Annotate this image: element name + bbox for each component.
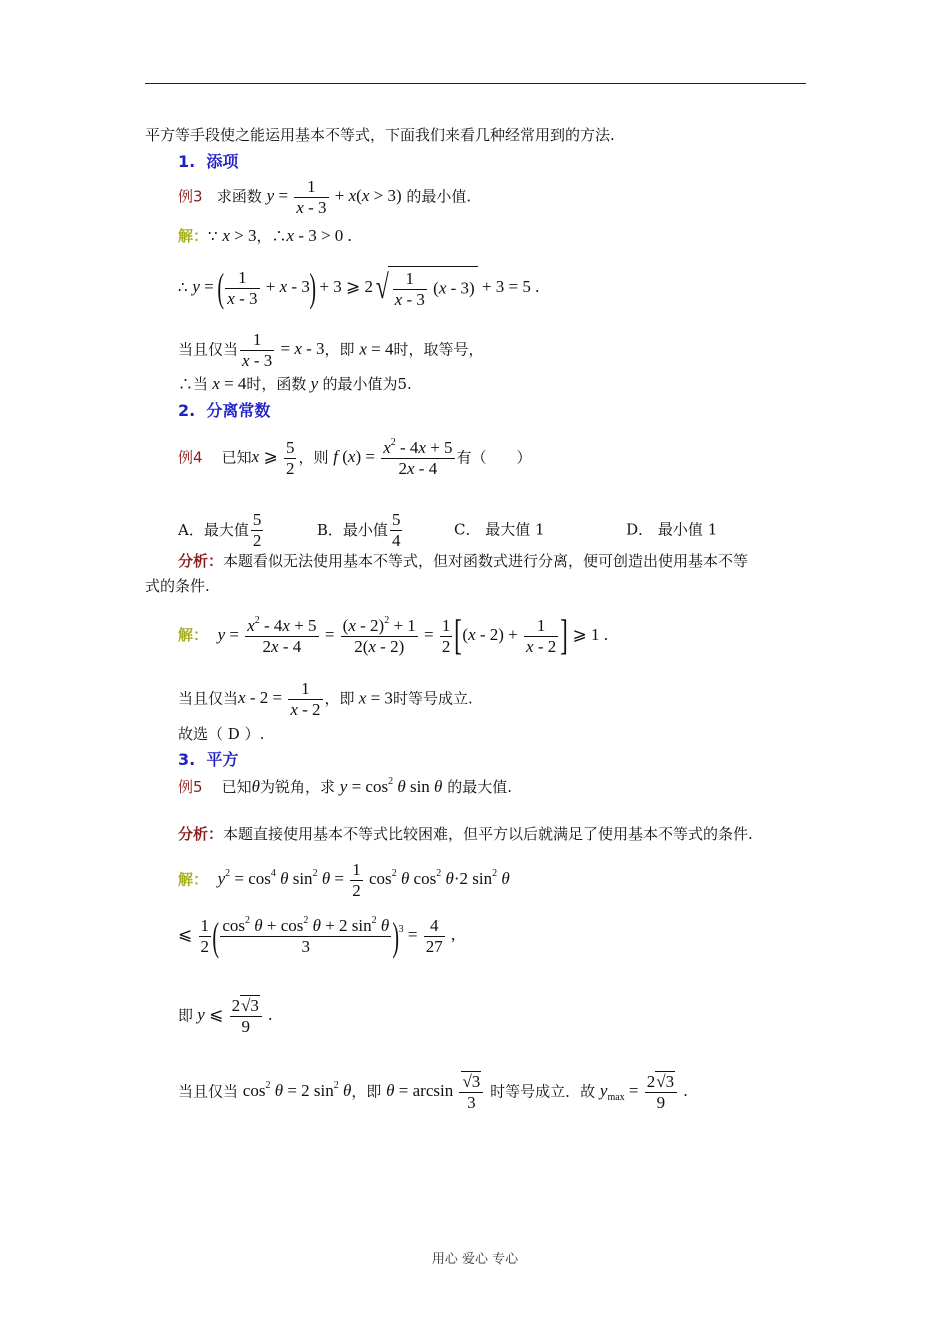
solution-5-line-3	[178, 996, 272, 1037]
section-3-title: 平方	[206, 750, 239, 769]
formula: $\cos^2 \theta = 2$ $\sin^2 \theta$	[242, 1080, 352, 1101]
solution-5-line-4	[178, 1072, 688, 1113]
page-footer: 用心 爱心 专心	[431, 1252, 519, 1267]
formula: $y_{max}$ = $\frac{2√3}{9}$ .	[599, 1072, 688, 1112]
formula: ⩽ $\frac{1}{2}$ ( $\frac{\cos^2 \theta + \cos^2 \theta + 2 \sin^2 \theta}{3}$ )$^3$ = $\frac{4}{27}$ ,	[178, 913, 456, 959]
formula: x - 2 = $\frac{1}{x - 2}$	[238, 679, 321, 719]
example-4	[178, 438, 532, 479]
header-rule	[145, 83, 806, 84]
solution-5-line-2	[178, 913, 456, 959]
therefore-symbol: ∴	[178, 277, 188, 296]
solution-label: 解：	[178, 870, 209, 889]
formula: x ⩾ $\frac{5}{2}$	[251, 438, 295, 478]
formula: $\frac{5}{4}$	[391, 510, 401, 550]
text: 即	[178, 1006, 194, 1025]
section-1-title: 添项	[206, 152, 239, 171]
text: 时，取等号，	[393, 340, 484, 359]
analysis-label: 分析：	[178, 825, 224, 843]
solution-3-line-4	[178, 374, 412, 394]
therefore-symbol: ∴	[271, 227, 287, 245]
section-1-number: 1.	[178, 152, 196, 171]
solution-3-line-2	[178, 266, 539, 310]
text: 当且仅当	[178, 1082, 239, 1101]
option-b-label: B．最小值	[316, 520, 388, 539]
example-3-text-end: 的最小值.	[406, 187, 472, 206]
example-3-label: 例3	[178, 187, 203, 206]
option-b[interactable]	[316, 510, 405, 550]
example-3	[178, 177, 471, 218]
example-3-formula: y = $\frac{1}{x - 3}$ + x(x > 3)	[266, 177, 402, 217]
text: ，即	[324, 689, 355, 708]
comma: ，	[256, 227, 272, 245]
section-2-title: 分离常数	[206, 401, 271, 420]
text: ∴当	[178, 375, 209, 393]
formula: $y^2 = \cos^4 \theta$ $\sin^2 \theta$ = $\frac{1}{2}$ $\cos^2 \theta$ $\cos^2 \theta\cdot 2$ $\sin^2 \theta$	[217, 860, 510, 900]
options-row	[178, 510, 717, 551]
section-2-heading	[178, 401, 270, 421]
section-1-heading	[178, 152, 238, 172]
text: 时等号成立．故	[490, 1082, 596, 1101]
solution-3-line-1	[178, 226, 352, 246]
text: ，即	[324, 340, 355, 359]
text: ，则	[298, 448, 329, 467]
intro-line: 平方等手段使之能运用基本不等式，下面我们来看几种经常用到的方法.	[145, 126, 615, 144]
because-symbol: ∵	[208, 227, 218, 245]
text: 当且仅当	[178, 340, 239, 359]
example-3-text: 求函数	[216, 187, 262, 206]
formula: $\frac{1}{x - 3}$ = x - 3	[242, 330, 325, 370]
formula: y	[310, 374, 319, 393]
analysis-4-line-2: 式的条件.	[145, 577, 210, 595]
text: 有（ ）	[456, 448, 532, 467]
solution-4-choice: 故选（ D ）.	[178, 725, 265, 743]
example-5-label: 例5	[178, 778, 203, 796]
analysis-label: 分析：	[178, 552, 224, 570]
solution-4-line-1	[178, 615, 608, 657]
solution-3-line-3	[178, 330, 484, 371]
example-5	[178, 777, 512, 797]
option-a[interactable]	[178, 510, 265, 550]
analysis-5	[178, 824, 753, 844]
text: 时，函数	[246, 375, 307, 393]
formula: y = $\frac{x^2 - 4x + 5}{2x - 4}$ = $\frac{(x - 2)^2 + 1}{2(x - 2)}$ = $\frac{1}{2}$ [(x - 2) + $\frac{1}{x - 2}$ ] ⩾ 1 .	[217, 613, 608, 659]
solution-5-line-1	[178, 860, 510, 901]
text: 的最大值.	[447, 778, 512, 796]
analysis-4-line-1	[178, 551, 748, 571]
formula: f (x) = $\frac{x^2 - 4x + 5}{2x - 4}$	[333, 437, 453, 478]
formula: $\frac{5}{2}$	[252, 510, 262, 550]
text: 已知	[221, 448, 252, 467]
section-2-number: 2.	[178, 401, 196, 420]
solution-label: 解：	[178, 227, 209, 245]
solution-label: 解：	[178, 625, 209, 644]
section-3-heading	[178, 750, 238, 770]
text: 本题看似无法使用基本不等式，但对函数式进行分离，便可创造出使用基本不等	[223, 552, 749, 570]
option-c[interactable]: C． 最大值 1	[454, 520, 545, 539]
text: 当且仅当	[178, 689, 239, 708]
text: 已知	[221, 778, 252, 796]
section-3-number: 3.	[178, 750, 196, 769]
text: 本题直接使用基本不等式比较困难，但平方以后就满足了使用基本不等式的条件.	[223, 825, 753, 843]
solution-4-line-2	[178, 679, 473, 720]
text: 为锐角，求	[260, 778, 336, 796]
example-4-label: 例4	[178, 448, 203, 467]
text: 时等号成立.	[392, 689, 473, 708]
formula: θ = arcsin $\frac{√3}{3}$	[386, 1081, 485, 1100]
option-d[interactable]: D． 最小值 1	[626, 520, 718, 539]
formula: x = 4	[359, 339, 394, 359]
formula: y ⩽ $\frac{2√3}{9}$ .	[197, 996, 273, 1036]
formula: θ	[251, 777, 260, 796]
formula: x > 3	[222, 226, 257, 245]
formula: x = 3	[358, 688, 393, 708]
text: 的最小值为5.	[322, 375, 412, 393]
formula: x = 4	[212, 374, 247, 393]
formula: x - 3 > 0 .	[286, 226, 352, 245]
option-a-label: A．最大值	[178, 520, 249, 539]
text: ，即	[351, 1082, 382, 1101]
formula: y = ( $\frac{1}{x - 3}$ + x - 3) + 3 ⩾ 2√ $\frac{1}{x - 3}$ (x - 3) + 3 = 5 .	[192, 265, 540, 310]
formula: $y = \cos^2 \theta$ sin θ	[339, 776, 443, 796]
